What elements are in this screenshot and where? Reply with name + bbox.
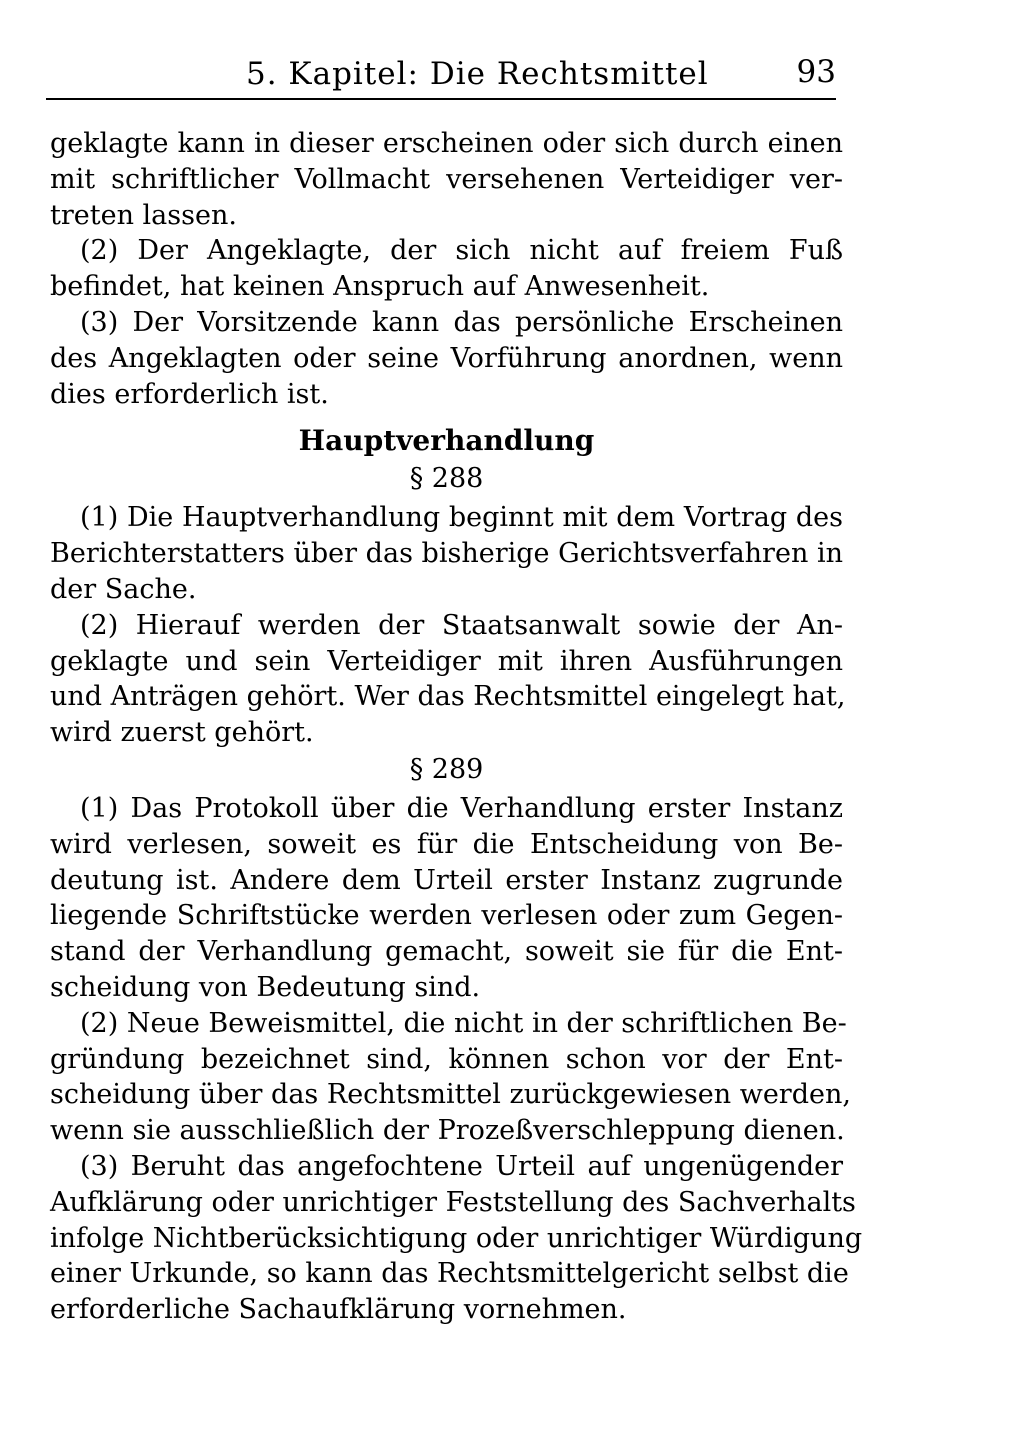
section-mark-289: § 289 xyxy=(409,753,484,785)
paragraph-3 xyxy=(50,305,843,412)
text-line: Berichterstatters über das bisherige Gerichtsverfahren in xyxy=(50,538,843,570)
continued-paragraph xyxy=(50,126,843,233)
text-line: (3) Der Vorsitzende kann das persönliche Erscheinen xyxy=(80,306,843,338)
text-line: wird zuerst gehört. xyxy=(50,717,314,749)
sec289-paragraph-2 xyxy=(50,1006,851,1149)
text-line: (2) Der Angeklagte, der sich nicht auf freiem Fuß xyxy=(80,235,843,267)
running-head xyxy=(46,50,836,100)
text-line: (1) Das Protokoll über die Verhandlung erster Instanz xyxy=(80,792,843,824)
text-line: einer Urkunde, so kann das Rechtsmittelgericht selbst die xyxy=(50,1258,849,1290)
body-text xyxy=(50,126,863,1328)
text-line: des Angeklagten oder seine Vorführung anordnen, wenn xyxy=(50,342,843,374)
text-line: treten lassen. xyxy=(50,199,237,231)
text-line: befindet, hat keinen Anspruch auf Anwesenheit. xyxy=(50,271,710,303)
text-line: und Anträgen gehört. Wer das Rechtsmittel eingelegt hat, xyxy=(50,681,846,713)
paragraph-2 xyxy=(50,233,843,305)
text-line: scheidung über das Rechtsmittel zurückgewiesen werden, xyxy=(50,1079,851,1111)
text-line: geklagte und sein Verteidiger mit ihren Ausführungen xyxy=(50,645,843,677)
text-line: Aufklärung oder unrichtiger Feststellung des Sachverhalts xyxy=(50,1186,856,1218)
text-line: stand der Verhandlung gemacht, soweit sie für die Ent- xyxy=(50,936,843,968)
page-number: 93 xyxy=(796,54,836,90)
text-line: geklagte kann in dieser erscheinen oder sich durch einen xyxy=(50,128,843,159)
text-line: infolge Nichtberücksichtigung oder unrichtiger Würdigung xyxy=(50,1222,863,1254)
running-title: 5. Kapitel: Die Rechtsmittel xyxy=(246,56,709,92)
text-line: (1) Die Hauptverhandlung beginnt mit dem Vortrag des xyxy=(80,502,843,534)
sec289-paragraph-3 xyxy=(50,1149,863,1328)
text-line: scheidung von Bedeutung sind. xyxy=(50,971,481,1003)
text-line: der Sache. xyxy=(50,573,197,605)
sec288-paragraph-1 xyxy=(50,500,843,607)
text-line: dies erforderlich ist. xyxy=(50,378,329,410)
sec289-paragraph-1 xyxy=(50,791,843,1006)
text-line: (2) Neue Beweismittel, die nicht in der schriftlichen Be- xyxy=(80,1007,847,1039)
text-line: deutung ist. Andere dem Urteil erster Instanz zugrunde xyxy=(50,864,843,896)
text-line: wenn sie ausschließlich der Prozeßverschleppung dienen. xyxy=(50,1115,845,1147)
text-line: gründung bezeichnet sind, können schon vor der Ent- xyxy=(50,1043,843,1075)
text-line: mit schriftlicher Vollmacht versehenen Verteidiger ver- xyxy=(50,163,843,195)
text-line: (3) Beruht das angefochtene Urteil auf ungenügender xyxy=(80,1150,843,1182)
section-mark-288: § 288 xyxy=(409,463,484,495)
text-line: wird verlesen, soweit es für die Entscheidung von Be- xyxy=(50,828,843,860)
text-line: erforderliche Sachaufklärung vornehmen. xyxy=(50,1294,627,1326)
text-line: liegende Schriftstücke werden verlesen oder zum Gegen- xyxy=(50,900,843,932)
text-line: (2) Hierauf werden der Staatsanwalt sowie der An- xyxy=(80,609,843,641)
sec288-paragraph-2 xyxy=(50,608,846,751)
section-heading: Hauptverhandlung xyxy=(298,424,595,458)
